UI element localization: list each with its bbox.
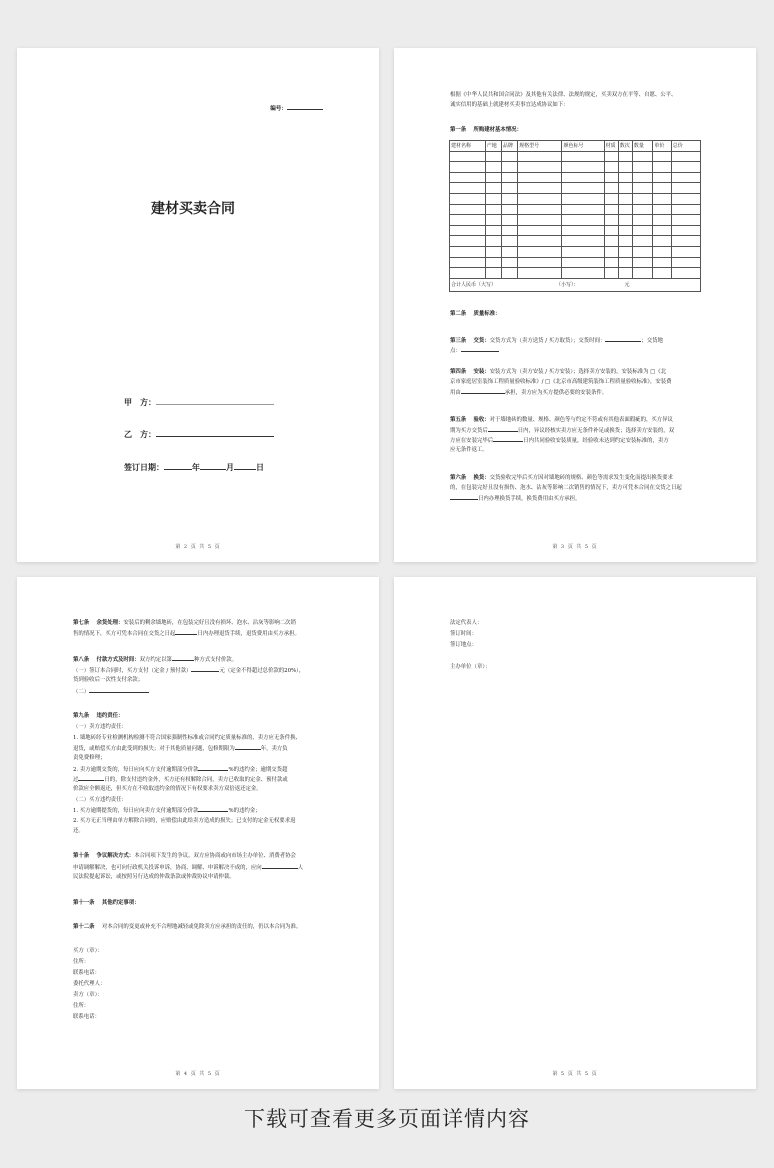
blank [461,388,505,394]
article-5-heading: 第五条 验收： [450,417,490,423]
signature-line: 住所： [73,959,90,965]
article-9-text: %的违约金； [228,808,261,814]
signature-line: 联系电话： [73,970,100,976]
blank [605,336,641,342]
article-5-text: 日内共同验收安装质量，经验收未达到约定安装标准的，卖方 [523,438,669,444]
blank [191,666,219,672]
table-row [450,225,701,236]
article-6-line-1 [450,474,673,483]
intro-line-1: 根据《中华人民共和国合同法》及其他有关法律、法规的规定，买卖双方在平等、自愿、公平、 [450,92,677,98]
article-10-line-2 [73,863,303,873]
article-4-line-1 [450,368,666,377]
blank [198,806,228,812]
article-9-text: 日的，除支付违约金外，买方还有权解除合同，卖方已收取的定金、预付款或 [104,777,288,783]
blank [89,687,149,693]
article-8-text: （一）签订本合同时，买方支付（定金 / 预付款） [73,668,192,674]
page-3 [394,48,756,562]
signature-line: 法定代表人： [450,620,483,626]
article-7-text: 安装后的剩余墙地砖，在包装完好且没有损坏、泡水、沾灰等影响二次销 [123,620,296,626]
blank [172,655,194,661]
article-9-line: 2. 买方无正当理由单方解除合同的，应赔偿由此给卖方造成的损失；已支付的定金无权要求返 [73,818,296,824]
table-row [450,151,701,162]
cover-title-text: 建材买卖合同 [151,201,235,217]
article-9-line [73,765,287,775]
contract-number-line [270,104,323,112]
page-footer: 第 2 页 共 5 页 [175,544,221,550]
sign-date-year-blank [164,461,192,470]
col-header: 建材名称 [450,141,486,152]
page-cover [17,48,379,562]
article-6-text: 交货验收完毕后买方因对墙地砖的规格、颜色等需求发生变化而提出换货要求 [489,475,673,481]
article-7-heading: 第七条 余货处理： [73,620,124,626]
article-4-heading: 第四条 安装： [450,369,490,375]
article-10-line-1 [73,852,296,861]
col-header: 材质 [604,141,618,152]
article-5-text: 方应在安装完毕后 [450,438,494,444]
article-9-line: 价款应全额返还，但买方在不收取违约金的情况下有权要求卖方双倍返还定金。 [73,786,262,792]
article-8-heading: 第八条 付款方式及时间： [73,657,140,663]
blank [198,765,228,771]
contract-number-label: 编号： [270,106,287,112]
table-row [450,204,701,215]
total-small-label: （小写）： [556,282,579,289]
article-1-heading: 第一条 所购建材基本情况： [450,127,522,133]
article-9-text: 1. 买方逾期提货的，每日应向卖方支付逾期部分价款 [73,808,199,814]
article-9-text: 退货，或赔偿买方由此受到的损失；对于其他质量问题，包修期限为 [73,746,235,752]
party-a-blank [156,396,274,405]
sign-date-day-blank [234,461,256,470]
blank [488,426,518,432]
table-row [450,257,701,268]
party-a-line [124,396,274,408]
article-3-text: 点： [450,348,461,354]
article-12-text: 对本合同的变更或补充不合理地减轻或免除卖方应承担的责任的，仍以本合同为准。 [101,924,302,930]
article-4-line-2: 京市家庭居室装饰工程质量验收标准》/ □《北京市高级建筑装饰工程质量验收标准》，安装费 [450,379,672,385]
article-8-text: 双方约定以第 [139,657,172,663]
table-row [450,215,701,226]
col-header: 规格型号 [518,141,562,152]
sign-date-month: 月 [226,463,234,472]
table-total-row [450,278,701,291]
col-header: 单价 [653,141,671,152]
article-12-line [73,923,301,932]
sign-date-label: 签订日期： [124,463,164,472]
article-6-text: 日内办理换货手续，换货费用由买方承担。 [478,496,581,502]
sign-date-day: 日 [256,463,264,472]
blank [450,494,478,500]
article-9-line: 责免费修理； [73,755,106,761]
article-8-line-1 [73,655,237,665]
sign-date-line [124,461,264,473]
contract-number-blank [287,104,323,110]
intro-line-2: 诚实信用的基础上就建材买卖事宜达成协议如下： [450,102,569,108]
party-b-blank [156,428,274,437]
article-3-text: ；交货地 [641,338,663,344]
table-row [450,236,701,247]
article-6-line-3 [450,494,580,504]
article-5-line-2 [450,426,674,436]
page-footer: 第 5 页 共 5 页 [552,1071,598,1077]
table-row [450,268,701,279]
article-5-line-4: 应无条件返工。 [450,447,488,453]
blank [78,775,104,781]
article-9-heading: 第九条 违约责任： [73,713,124,719]
article-4-text: 安装方式为（卖方安装 / 买方安装）；选择卖方安装的，安装标准为 □《北 [489,369,667,375]
article-10-text: 申请调解解决，也可向行政机关投诉申诉，协商、调解、申诉解决不成的，应向 [73,865,262,871]
article-3-heading: 第三条 交货： [450,338,490,344]
table-row [450,193,701,204]
article-4-text: 用由 [450,390,461,396]
article-3-text: 交货方式为（卖方送货 / 买方取货）；交货时间： [489,338,606,344]
article-9-line: 1. 墙地砖经专业检测机构检测不符合国家强制性标准或合同约定质量标准的，卖方应无条件换、 [73,735,301,741]
download-banner: 下载可查看更多页面详情内容 [244,1107,530,1131]
col-header: 品牌 [501,141,517,152]
article-5-line-1 [450,416,673,425]
party-b-label: 乙 方： [124,430,156,439]
article-8-line-2 [73,666,304,676]
party-a-label: 甲 方： [124,398,156,407]
signature-line: 主办单位（章）： [450,664,491,670]
article-10-text: 本合同项下发生的争议，双方应协商或向市场主办单位、消费者协会 [134,853,296,859]
article-11-heading: 第十一条 其他约定事项： [73,900,140,906]
article-9-line [73,744,288,754]
article-9-text: 过 [73,777,79,783]
article-8-text: （二） [73,689,90,695]
article-5-text: 期为买方交货后 [450,428,488,434]
table-row [450,162,701,173]
col-header: 颜色标号 [562,141,604,152]
blank [235,744,261,750]
signature-line: 委托代理人： [73,981,106,987]
article-9-line: 还。 [73,828,84,834]
col-header: 产地 [485,141,501,152]
article-10-heading: 第十条 争议解决方式： [73,853,135,859]
goods-table [449,140,701,292]
article-8-line-4 [73,687,149,697]
article-9-text: 年，卖方负 [260,746,288,752]
party-b-line [124,428,274,440]
table-row [450,172,701,183]
article-5-text: 对于墙地砖的数量、规格、颜色等与约定不符或有其他表面瑕疵的，买方异议 [489,417,673,423]
article-9-text: %的违约金；逾期交货超 [228,767,288,773]
col-header: 总价 [671,141,700,152]
page-5 [394,577,756,1089]
article-8-text: 种方式支付价款。 [193,657,238,663]
article-10-text: 人 [297,865,304,871]
article-7-text: 售的情况下，买方可凭本合同在交货之日起 [73,631,176,637]
signature-line: 签订时间： [450,631,477,637]
page-footer: 第 4 页 共 5 页 [175,1071,221,1077]
blank [175,629,197,635]
article-5-line-3 [450,436,669,446]
col-header: 数次 [618,141,632,152]
col-header: 数量 [632,141,653,152]
article-9-line: （二）买方违约责任： [73,797,127,803]
article-4-text: 承担，卖方应为买方提供必要的安装条件。 [504,390,608,396]
article-7-text: 日内办理退货手续，退货费用由买方承担。 [197,631,300,637]
article-12-heading: 第十二条 [73,924,102,930]
article-5-text: 日内，异议经核实卖方应无条件补足或换货；选择卖方安装的，双 [517,428,675,434]
article-2-heading: 第二条 质量标准： [450,311,501,317]
article-9-text: 2. 卖方逾期交货的，每日应向买方支付逾期部分价款 [73,767,199,773]
blank [262,863,298,869]
sign-date-month-blank [200,461,226,470]
total-unit: 元 [624,282,630,289]
table-row [450,246,701,257]
signature-line: 住所： [73,1003,90,1009]
article-7-line-1 [73,619,296,628]
signature-line: 买方（章）： [73,948,103,954]
blank [493,436,523,442]
signature-line: 签订地点： [450,642,477,648]
page-4 [17,577,379,1089]
article-6-heading: 第六条 换货： [450,475,490,481]
table-row [450,183,701,194]
article-3-line-2 [450,346,499,356]
blank [461,346,499,352]
article-9-line: （一）卖方违约责任： [73,724,127,730]
sign-date-year: 年 [192,463,200,472]
page-footer: 第 3 页 共 5 页 [552,544,598,550]
total-label: 合计人民币（大写） [451,282,497,289]
article-7-line-2 [73,629,300,639]
article-8-text: 元（定金不得超过总价款的20%）， [219,668,305,674]
article-8-line-3: 货到验收后一次性支付余款； [73,677,144,683]
article-9-line [73,806,261,816]
article-9-line [73,775,288,785]
goods-table-header [450,141,701,152]
article-3-line-1 [450,336,663,346]
article-10-line-3: 民法院提起诉讼，或按照另行达成的仲裁条款或仲裁协议申请仲裁。 [73,874,235,880]
article-6-line-2: 的，在包装完好且没有损伤、泡水、沾灰等影响二次销售的情况下，卖方可凭本合同在交货之日起 [450,485,682,491]
signature-line: 联系电话： [73,1014,100,1020]
article-4-line-3 [450,388,607,398]
signature-line: 卖方（章）： [73,992,103,998]
